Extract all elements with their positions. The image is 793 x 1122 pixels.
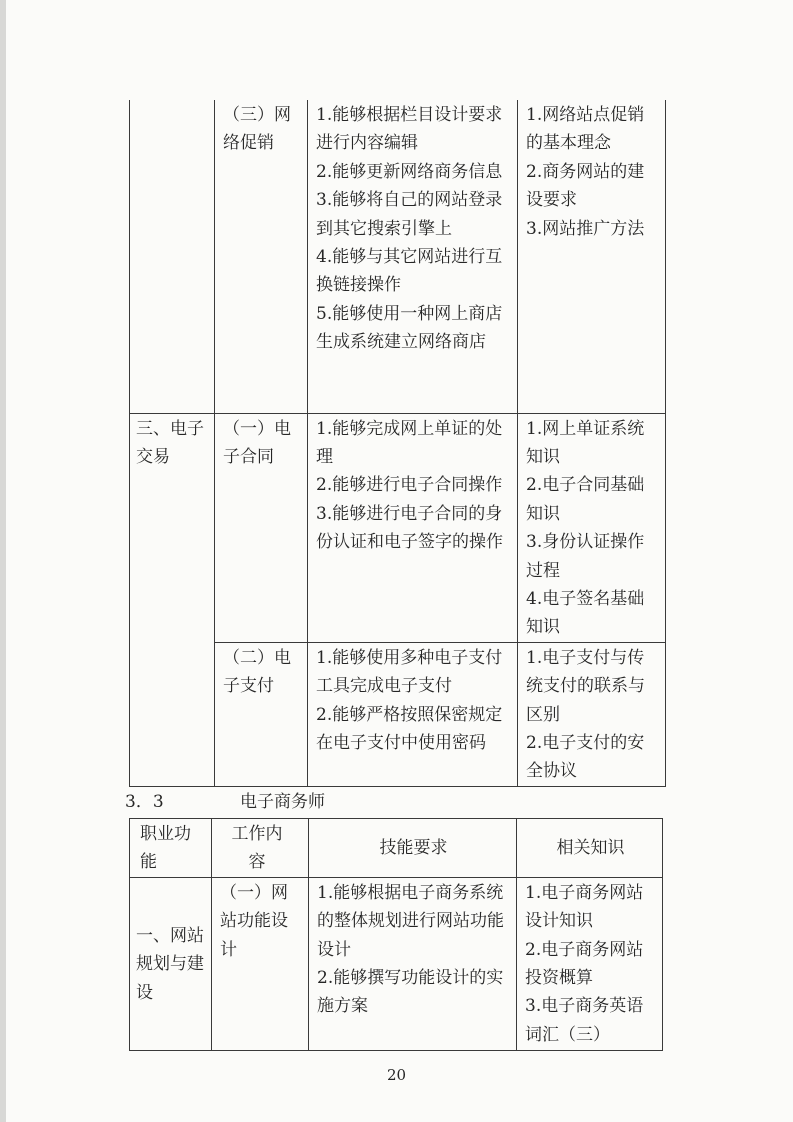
knowledge-item: 2.商务网站的建设要求	[526, 161, 645, 211]
knowledge-item: 3.网站推广方法	[526, 218, 645, 239]
knowledge-cell	[517, 877, 663, 1050]
knowledge-item: 2.电子支付的安全协议	[526, 732, 645, 782]
function-cell	[130, 877, 212, 1050]
content-text: （一）电子合同	[223, 418, 291, 467]
skill-item: 2.能够撰写功能设计的实施方案	[317, 968, 504, 1017]
header-skills	[309, 819, 517, 878]
header-function-text: 职业功能	[140, 824, 191, 873]
header-knowledge-text: 相关知识	[556, 838, 625, 859]
function-text: 一、网站规划与建设	[136, 925, 204, 1003]
knowledge-item: 3.身份认证操作过程	[526, 532, 645, 581]
content-cell	[212, 877, 309, 1050]
skill-item: 1.能够根据电子商务系统的整体规划进行网站功能设计	[317, 882, 504, 960]
content-text: （二）电子支付	[223, 647, 291, 697]
knowledge-item: 4.电子签名基础知识	[526, 588, 645, 638]
content-cell	[215, 100, 308, 413]
function-cell	[130, 100, 215, 413]
knowledge-cell	[518, 642, 666, 786]
skill-item: 3.能够进行电子合同的身份认证和电子签字的操作	[316, 503, 503, 553]
knowledge-item: 2.电子合同基础知识	[526, 475, 645, 524]
content-text: （三）网络促销	[223, 105, 291, 154]
skills-cell	[308, 413, 518, 642]
section-number: 3．3	[125, 792, 164, 812]
skills-cell	[308, 100, 518, 413]
header-skills-text: 技能要求	[379, 838, 448, 859]
header-content	[212, 819, 309, 878]
knowledge-item: 1.电子支付与传统支付的联系与区别	[526, 647, 645, 725]
skill-item: 1.能够完成网上单证的处理	[316, 418, 503, 467]
content-cell	[215, 642, 308, 786]
knowledge-item: 1.网上单证系统知识	[526, 418, 645, 467]
skill-item: 3.能够将自己的网站登录到其它搜索引擎上	[316, 190, 503, 239]
table-row	[130, 100, 666, 413]
skill-item: 1.能够根据栏目设计要求进行内容编辑	[316, 105, 503, 154]
knowledge-item: 2.电子商务网站投资概算	[525, 939, 644, 989]
header-knowledge	[517, 819, 663, 878]
skill-item: 2.能够严格按照保密规定在电子支付中使用密码	[316, 704, 503, 753]
page-number: 20	[386, 1066, 407, 1084]
knowledge-item: 1.网络站点促销的基本理念	[526, 105, 645, 154]
header-function	[130, 819, 212, 878]
section-title: 电子商务师	[240, 792, 325, 812]
table-row	[130, 877, 663, 1050]
competency-table	[129, 818, 663, 1051]
skill-item: 5.能够使用一种网上商店生成系统建立网络商店	[316, 303, 503, 353]
competency-table-continued	[129, 100, 666, 787]
scan-edge	[0, 0, 6, 1122]
skill-item: 1.能够使用多种电子支付工具完成电子支付	[316, 647, 503, 697]
table-header-row	[130, 819, 663, 878]
skills-cell	[308, 642, 518, 786]
knowledge-item: 1.电子商务网站设计知识	[525, 882, 644, 932]
content-cell	[215, 413, 308, 642]
knowledge-item: 3.电子商务英语词汇（三）	[525, 996, 644, 1045]
table-row	[130, 413, 666, 642]
knowledge-cell	[518, 413, 666, 642]
skill-item: 2.能够进行电子合同操作	[316, 475, 503, 496]
knowledge-cell	[518, 100, 666, 413]
skill-item: 4.能够与其它网站进行互换链接操作	[316, 247, 503, 296]
function-text: 三、电子交易	[136, 418, 204, 467]
skill-item: 2.能够更新网络商务信息	[316, 161, 503, 182]
content-text: （一）网站功能设计	[220, 882, 288, 960]
header-content-text: 工作内容	[231, 824, 283, 873]
section-heading	[121, 790, 325, 814]
skills-cell	[309, 877, 517, 1050]
function-cell	[130, 413, 215, 786]
